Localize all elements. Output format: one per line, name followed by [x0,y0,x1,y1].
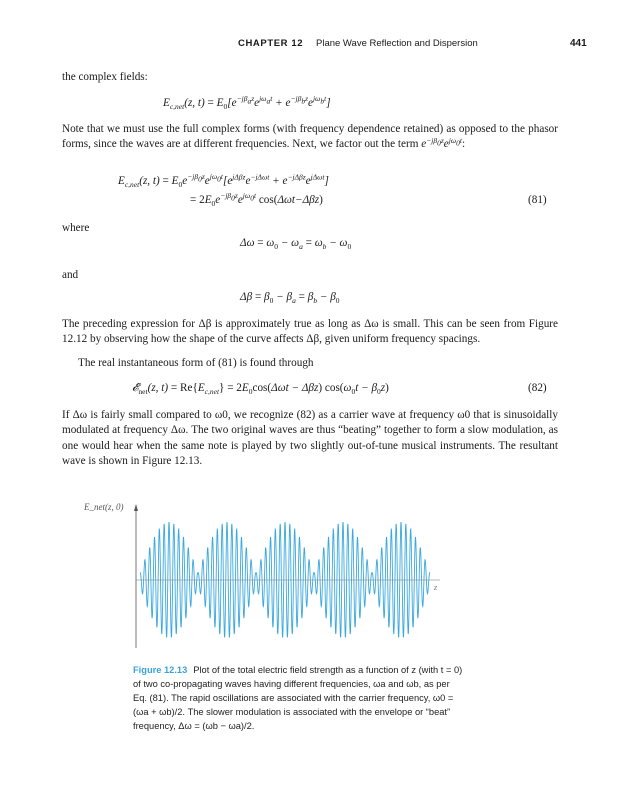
and-label: and [62,269,79,281]
y-axis-arrow [134,504,138,511]
intro-text: the complex fields: [62,71,148,83]
note-paragraph: Note that we must use the full complex forms (with frequency dependence retained) as opposed to the phasor forms, since the waves are at different frequencies. Next, we factor out the term $e^{-j\beta_0z}e^{j\omega_0t}$: [62,123,558,151]
figure-label: Figure 12.13 [133,665,188,675]
page-number: 441 [570,38,587,49]
carrier-wave-line [140,522,430,637]
figure-12-13-plot [84,498,460,658]
equation-82: 𝓔$_{net}$(z, $t) = Re\{E_{c,net}\} = 2E_0\cos(\Delta\omega t - \Delta\beta z) \cos(\omega_0t - \beta_0z)$ [132,382,389,397]
note-text: Note that we must use the full complex forms (with frequency dependence retained) as opposed to the phasor forms, since the waves are at different frequencies. Next, we factor out the term [62,123,558,151]
chapter-label: CHAPTER 12 [238,38,304,49]
equation-81-line2: = $2E_0e^{-j\beta_0z}e^{j\omega_0t}$ cos(Δωt−Δβz) [190,191,323,209]
caption-text: Plot of the total electric field strength as a function of z (with t = 0) of two co-propagating waves having different frequencies, ωa and ωb, as per Eq. (81). The rapid oscillations are associated with the carrier frequency, ω0 = (ωa + ωb)/2. The slower modulation is associated with the envelope or “beat” frequency, Δω = (ωb − ωa)/2. [133,665,463,731]
real-form-paragraph: The real instantaneous form of (81) is found through [78,357,314,369]
wave-trace [140,522,430,637]
equation-delta-omega: $\Delta\omega = \omega_0 - \omega_a = \omega_b - \omega_0$ [240,237,352,252]
preceding-paragraph: The preceding expression for Δβ is approximately true as long as Δω is small. This can be seen from Figure 12.12 by observing how the shape of the curve affects Δβ, given uniform frequency spacings. [62,318,558,346]
equation-fields: $E_{c,net}(z$, $t) = E_0[e^{-j\beta_az}e^{j\omega_at} + e^{-j\beta_bz}e^{j\omega_bt}]$ [163,94,331,112]
where-label: where [62,222,90,234]
equation-82-number: (82) [528,382,547,394]
equation-81-line1: $E_{c,net}(z$, $t) = E_0e^{-j\beta_0z}e^{j\omega_0t}[e^{j\Delta\beta z}e^{-j\Delta\omega t} + e^{-j\Delta\beta z}e^{j\Delta\omega t}]$ [118,172,329,190]
x-axis-label: z [434,583,438,592]
y-axis-label: E_net(z, 0) [84,502,124,512]
chapter-title: Plane Wave Reflection and Dispersion [316,38,478,49]
running-header [0,38,627,54]
figure-caption [133,663,463,733]
equation-81-number: (81) [528,194,547,206]
equation-delta-beta: $\Delta\beta = \beta_0 - \beta_a = \beta_b - \beta_0$ [240,291,340,306]
beating-paragraph: If Δω is fairly small compared to ω0, we recognize (82) as a carrier wave at frequency ω0 that is sinusoidally modulated at frequency Δω. The two original waves are thus “beating” together to form a slow modulation, as one would hear when the same note is played by two slightly out-of-tune musical instruments. The resultant wave is shown in Figure 12.13. [62,409,558,468]
